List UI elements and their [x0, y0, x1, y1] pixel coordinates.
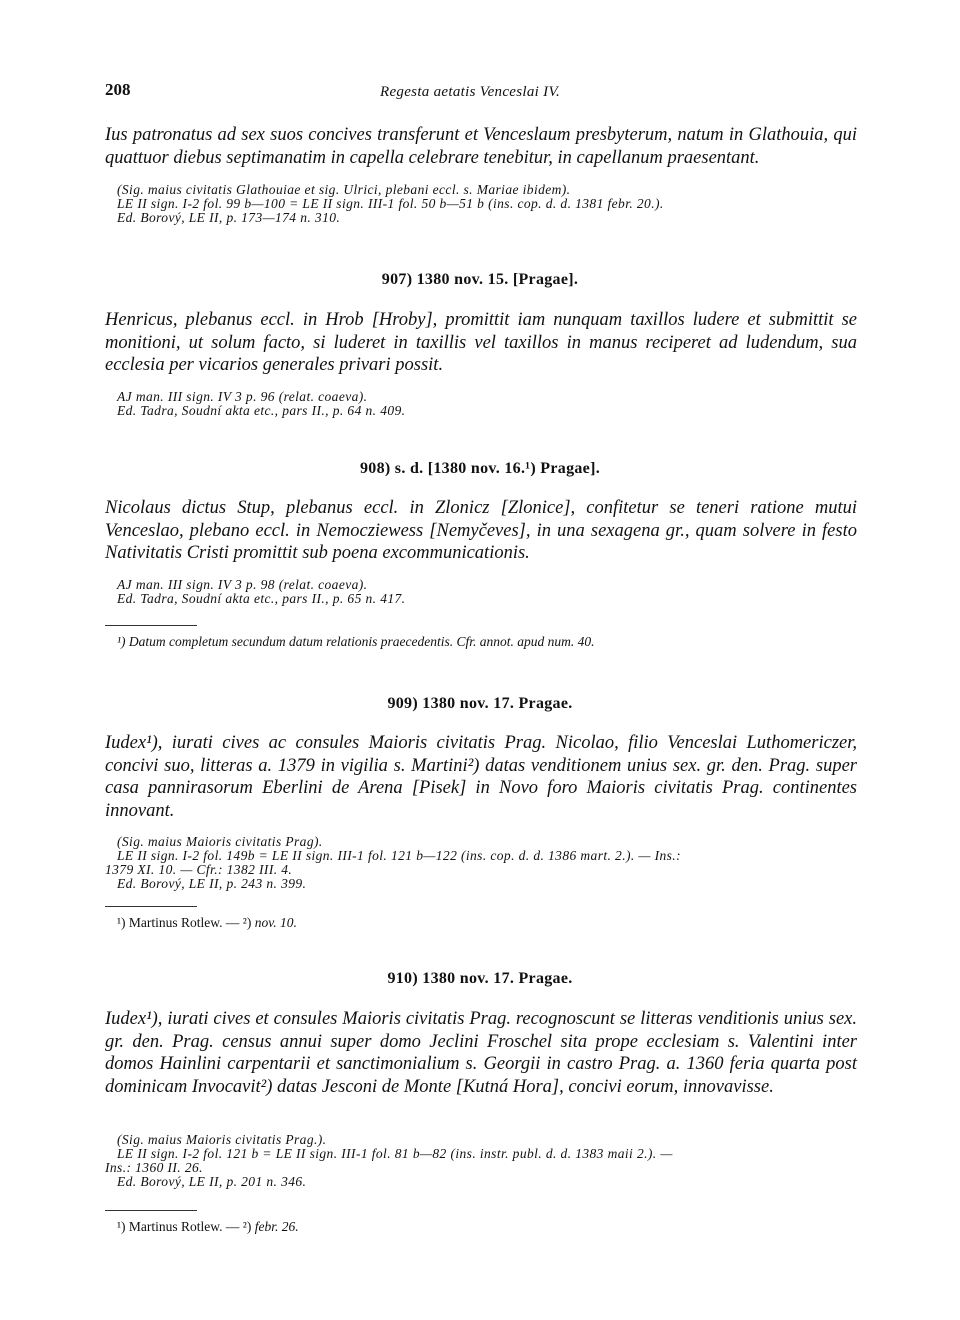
- reference-line: Ed. Borový, LE II, p. 173—174 n. 310.: [117, 210, 341, 225]
- footnote-text: ¹) Martinus Rotlew. — ²): [117, 915, 252, 930]
- page-number: 208: [105, 80, 131, 99]
- reference-line: Ed. Tadra, Soudní akta etc., pars II., p. 65 n. 417.: [117, 591, 406, 606]
- entry-references-907: [117, 390, 865, 418]
- entry-references-909: [105, 835, 865, 891]
- reference-line: Ed. Borový, LE II, p. 201 n. 346.: [117, 1174, 307, 1189]
- reference-line: Ed. Tadra, Soudní akta etc., pars II., p. 64 n. 409.: [117, 403, 406, 418]
- footnote-910: [117, 1219, 299, 1235]
- intro-body: Ius patronatus ad sex suos concives transferunt et Venceslaum presbyterum, natum in Glathouia, qui quattuor diebus septimanatim in capella celebrare tenebitur, in capellanum praesentant.: [105, 125, 857, 168]
- footnote-text: ¹) Martinus Rotlew. — ²): [117, 1219, 252, 1234]
- footnote-text: ¹) Datum completum secundum datum relationis praecedentis. Cfr. annot. apud num. 40.: [117, 634, 595, 649]
- reference-line: Ins.: 1360 II. 26.: [105, 1160, 203, 1175]
- footnote-rule: [105, 625, 197, 626]
- reference-line: AJ man. III sign. IV 3 p. 96 (relat. coaeva).: [117, 389, 368, 404]
- entry-body-909: Iudex¹), iurati cives ac consules Maioris civitatis Prag. Nicolao, filio Venceslai Luthomericzer, concivi suo, litteras a. 1379 in vigilia s. Martini²) datas venditionem unius sex. gr. den. Prag. super casa pannirasorum Eberlini de Arena [Pisek] in Novo foro Maioris civitatis Prag. continentes innovant.: [105, 733, 857, 821]
- footnote-date: febr. 26.: [254, 1219, 299, 1234]
- reference-line: 1379 XI. 10. — Cfr.: 1382 III. 4.: [105, 862, 293, 877]
- reference-line: LE II sign. I-2 fol. 149b = LE II sign. III-1 fol. 121 b—122 (ins. cop. d. d. 1386 mart. 2.). — Ins.:: [117, 848, 681, 863]
- intro-references: [117, 183, 865, 225]
- reference-line: (Sig. maius Maioris civitatis Prag.).: [117, 1132, 327, 1147]
- footnote-rule: [105, 906, 197, 907]
- footnote-908: [117, 634, 595, 650]
- entry-body-907: Henricus, plebanus eccl. in Hrob [Hroby], promittit iam nunquam taxillos ludere et submittit se monitioni, ut solum facto, si luderet in taxillis vel taxillos in manus reciperet ad ludendum, sua ecclesia per vicarios generales privari possit.: [105, 310, 857, 375]
- entry-references-908: [117, 578, 865, 606]
- entry-heading-908: 908) s. d. [1380 nov. 16.¹) Pragae].: [359, 460, 601, 477]
- entry-heading-909: 909) 1380 nov. 17. Pragae.: [387, 695, 573, 712]
- running-title: Regesta aetatis Venceslai IV.: [380, 84, 561, 100]
- entry-heading-907: 907) 1380 nov. 15. [Pragae].: [381, 271, 579, 288]
- reference-line: (Sig. maius civitatis Glathouiae et sig. Ulrici, plebani eccl. s. Mariae ibidem).: [117, 182, 571, 197]
- reference-line: (Sig. maius Maioris civitatis Prag).: [117, 834, 323, 849]
- entry-body-910: Iudex¹), iurati cives et consules Maioris civitatis Prag. recognoscunt se litteras venditionis unius sex. gr. den. Prag. census annui super domo Jeclini Froschel sita prope ecclesiam s. Valentini inter domos Hainlini carpentarii et sanctimonialium s. Georgii in castro Prag. a. 1360 feria quarta post dominicam Invocavit²) datas Jesconi de Monte [Kutná Hora], concivi eorum, innovavisse.: [105, 1009, 857, 1097]
- footnote-rule: [105, 1210, 197, 1211]
- reference-line: LE II sign. I-2 fol. 99 b—100 = LE II sign. III-1 fol. 50 b—51 b (ins. cop. d. d. 1381 febr. 20.).: [117, 196, 664, 211]
- reference-line: Ed. Borový, LE II, p. 243 n. 399.: [117, 876, 307, 891]
- entry-references-910: [105, 1133, 865, 1189]
- reference-line: AJ man. III sign. IV 3 p. 98 (relat. coaeva).: [117, 577, 368, 592]
- reference-line: LE II sign. I-2 fol. 121 b = LE II sign. III-1 fol. 81 b—82 (ins. instr. publ. d. d. 1383 maii 2.). —: [117, 1146, 673, 1161]
- footnote-909: [117, 915, 297, 931]
- entry-body-908: Nicolaus dictus Stup, plebanus eccl. in Zlonicz [Zlonice], confitetur se teneri ratione mutui Venceslao, plebano eccl. in Nemocziewess [Nemyčeves], in una sexagena gr., quam solvere in festo Nativitatis Cristi promittit sub poena excommunicationis.: [105, 498, 857, 563]
- entry-heading-910: 910) 1380 nov. 17. Pragae.: [387, 970, 573, 987]
- footnote-date: nov. 10.: [254, 915, 297, 930]
